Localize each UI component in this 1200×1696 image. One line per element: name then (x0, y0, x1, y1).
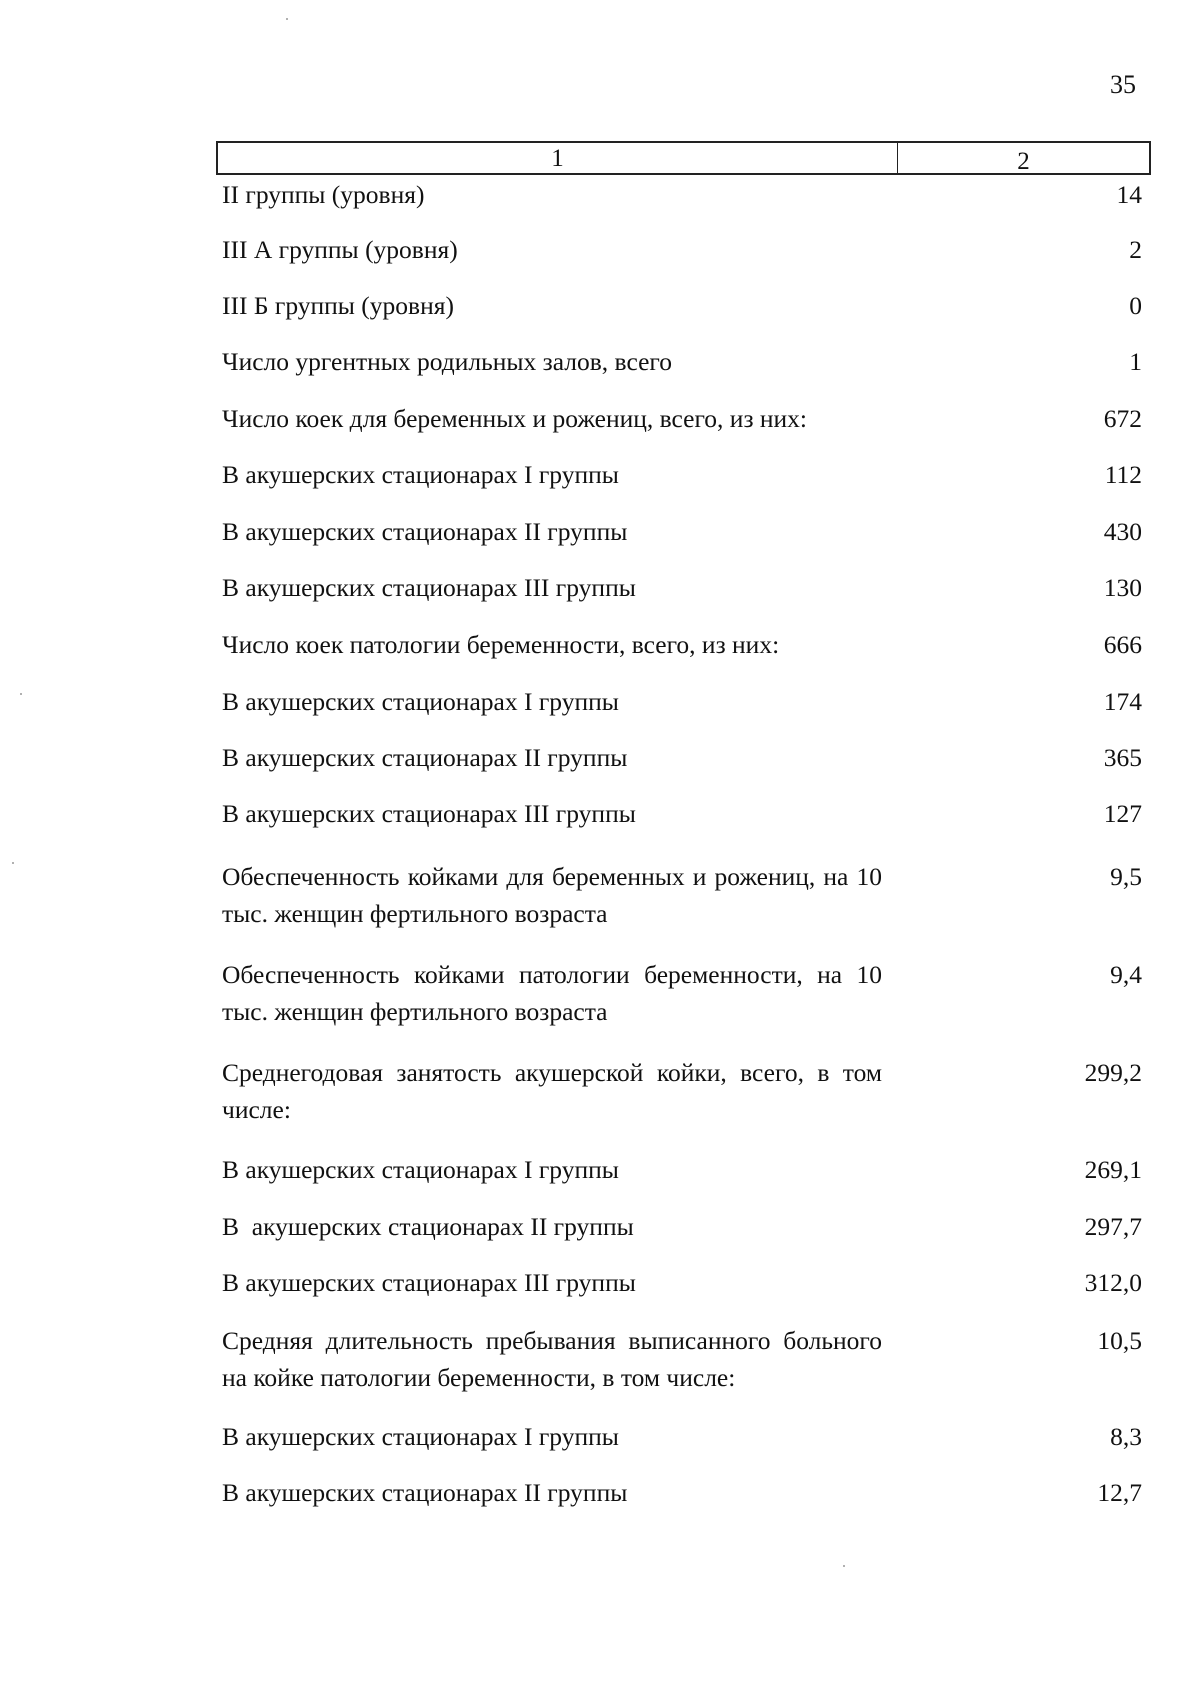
column-2-header: 2 (1017, 148, 1030, 175)
row-value: 10,5 (1097, 1326, 1142, 1355)
column-1-header: 1 (218, 143, 898, 173)
row-label: В акушерских стационарах I группы (222, 1422, 619, 1451)
row-label: В акушерских стационарах III группы (222, 799, 636, 828)
row-label: В акушерских стационарах I группы (222, 1155, 619, 1184)
row-value: 9,4 (1110, 960, 1142, 989)
row-value: 430 (1103, 517, 1142, 546)
row-label: Обеспеченность койками для беременных и рожениц, на 10 тыс. женщин фертильного возраста (222, 862, 882, 928)
row-label: В акушерских стационарах I группы (222, 687, 619, 716)
row-value: 297,7 (1084, 1212, 1142, 1241)
row-label: В акушерских стационарах I группы (222, 460, 619, 489)
row-value: 9,5 (1110, 862, 1142, 891)
row-label: В акушерских стационарах II группы (222, 743, 628, 772)
row-value: 127 (1103, 799, 1142, 828)
row-value: 14 (1116, 180, 1142, 209)
row-label: В акушерских стационарах III группы (222, 1268, 636, 1297)
row-label: Число коек патологии беременности, всего, из них: (222, 630, 780, 659)
row-label: В акушерских стационарах II группы (222, 1478, 628, 1507)
row-value: 174 (1103, 687, 1142, 716)
row-value: 0 (1129, 291, 1142, 320)
row-label: В акушерских стационарах II группы (222, 517, 628, 546)
row-label: Число ургентных родильных залов, всего (222, 347, 672, 376)
row-label: Число коек для беременных и рожениц, всего, из них: (222, 404, 808, 433)
row-label: В акушерских стационарах II группы (222, 1212, 634, 1241)
scan-speck (286, 18, 288, 20)
row-value: 666 (1103, 630, 1142, 659)
row-label: II группы (уровня) (222, 180, 425, 209)
row-label: III А группы (уровня) (222, 235, 458, 264)
row-value: 299,2 (1084, 1058, 1142, 1087)
row-value: 130 (1103, 573, 1142, 602)
row-value: 112 (1104, 460, 1142, 489)
row-value: 2 (1129, 235, 1142, 264)
row-value: 365 (1103, 743, 1142, 772)
row-value: 12,7 (1097, 1478, 1142, 1507)
row-value: 672 (1103, 404, 1142, 433)
row-label: Средняя длительность пребывания выписанного больного на койке патологии беременности, в том числе: (222, 1326, 882, 1392)
scan-speck (843, 1565, 845, 1567)
scan-speck (12, 862, 14, 864)
row-value: 1 (1129, 347, 1142, 376)
page-number: 35 (1110, 70, 1136, 99)
row-value: 269,1 (1084, 1155, 1142, 1184)
row-label: Среднегодовая занятость акушерской койки, всего, в том числе: (222, 1058, 882, 1124)
table-header (216, 141, 1151, 175)
row-value: 8,3 (1110, 1422, 1142, 1451)
row-label: III Б группы (уровня) (222, 291, 454, 320)
row-label: В акушерских стационарах III группы (222, 573, 636, 602)
scan-speck (20, 693, 22, 695)
row-label: Обеспеченность койками патологии беременности, на 10 тыс. женщин фертильного возраста (222, 960, 882, 1026)
row-value: 312,0 (1084, 1268, 1142, 1297)
